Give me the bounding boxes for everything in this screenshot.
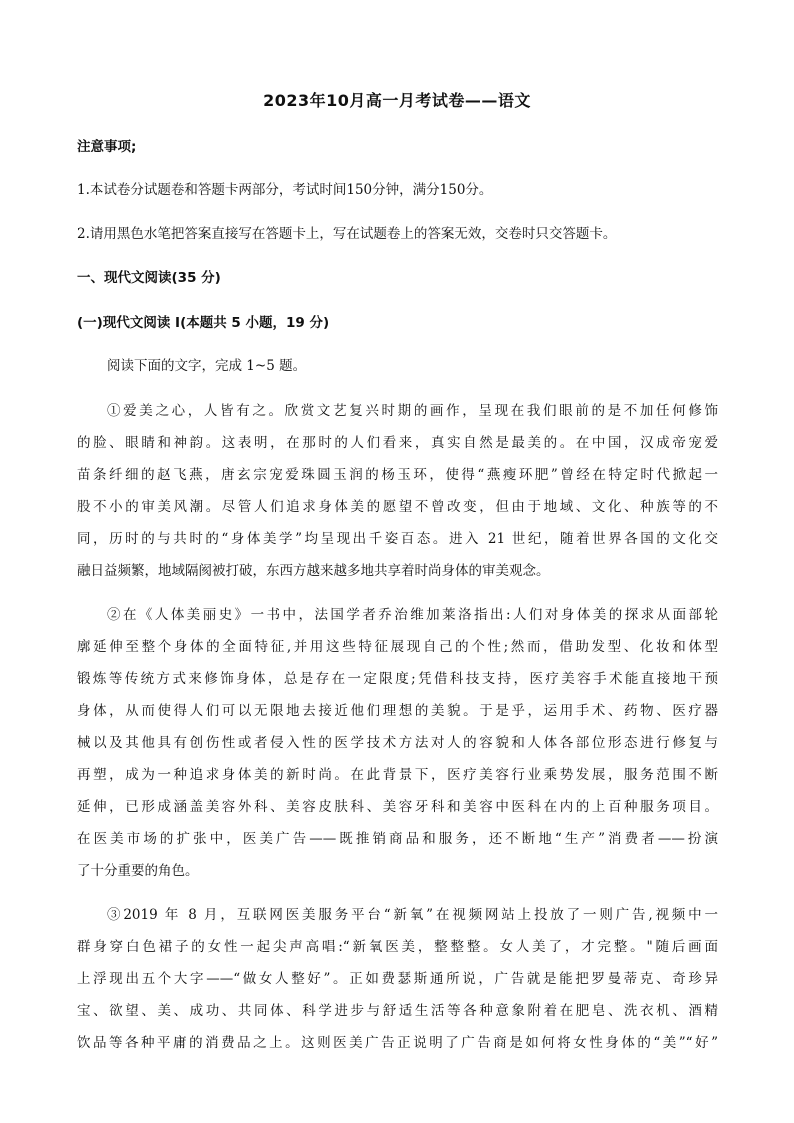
paragraph-line: ③2019 年 8 月，互联网医美服务平台“新氧”在视频网站上投放了一则广告,视频中一 [107, 907, 718, 923]
paragraph-line: 锻炼等传统方式来修饰身体，总是存在一定限度;凭借科技支持，医疗美容手术能直接地干预 [77, 671, 718, 687]
reading-instruction: 阅读下面的文字，完成 1~5 题。 [107, 358, 307, 374]
notice-heading: 注意事项; [77, 139, 137, 155]
paragraph-line: 再塑，成为一种追求身体美的新时尚。在此背景下，医疗美容行业乘势发展，服务范围不断 [77, 767, 718, 783]
paragraph-line: 苗条纤细的赵飞燕，唐玄宗宠爱珠圆玉润的杨玉环，使得“燕瘦环肥”曾经在特定时代掀起一 [77, 467, 718, 483]
paragraph-line: 宝、欲望、美、成功、共同体、科学进步与舒适生活等各种意象附着在肥皂、洗衣机、酒精 [77, 1003, 718, 1019]
subsection-heading: (一)现代文阅读 I(本题共 5 小题，19 分) [77, 315, 330, 331]
section-heading: 一、现代文阅读(35 分) [77, 270, 221, 286]
paragraph-line: 延伸，已形成涵盖美容外科、美容皮肤科、美容牙科和美容中医科在内的上百种服务项目。 [77, 799, 718, 815]
paragraph-line: 饮品等各种平庸的消费品之上。这则医美广告正说明了广告商是如何将女性身体的“美”“好” [77, 1035, 718, 1051]
paragraph-line: 的脸、眼睛和神韵。这表明，在那时的人们看来，真实自然是最美的。在中国，汉成帝宠爱 [77, 435, 718, 451]
paragraph-line: ②在《人体美丽史》一书中，法国学者乔治维加莱洛指出:人们对身体美的探求从面部轮 [107, 607, 718, 623]
paragraph-line: 融日益频繁，地域隔阂被打破，东西方越来越多地共享着时尚身体的审美观念。 [77, 563, 550, 579]
exam-title: 2023年10月高一月考试卷——语文 [263, 91, 531, 110]
notice-item-2: 2.请用黑色水笔把答案直接写在答题卡上，写在试题卷上的答案无效，交卷时只交答题卡。 [77, 226, 617, 242]
paragraph-line: 同，历时的与共时的“身体美学”均呈现出千姿百态。进入 21 世纪，随着世界各国的文化交 [77, 531, 718, 547]
paragraph-line: 股不小的审美风潮。尽管人们追求身体美的愿望不曾改变，但由于地域、文化、种族等的不 [77, 499, 718, 515]
paragraph-line: ①爱美之心，人皆有之。欣赏文艺复兴时期的画作，呈现在我们眼前的是不加任何修饰 [107, 403, 718, 419]
paragraph-line: 了十分重要的角色。 [77, 863, 199, 879]
paragraph-line: 械以及其他具有创伤性或者侵入性的医学技术方法对人的容貌和人体各部位形态进行修复与 [77, 735, 718, 751]
notice-item-1: 1.本试卷分试题卷和答题卡两部分，考试时间150分钟，满分150分。 [77, 182, 493, 198]
paragraph-line: 群身穿白色裙子的女性一起尖声高唱:“新氧医美，整整整。女人美了，才完整。"随后画面 [77, 939, 718, 955]
paragraph-line: 在医美市场的扩张中，医美广告——既推销商品和服务，还不断地“生产”消费者——扮演 [77, 831, 718, 847]
paragraph-line: 身体，从而使得人们可以无限地去接近他们理想的美貌。于是乎，运用手术、药物、医疗器 [77, 703, 718, 719]
paragraph-line: 廓延伸至整个身体的全面特征,并用这些特征展现自己的个性;然而，借助发型、化妆和体型 [77, 639, 718, 655]
paragraph-line: 上浮现出五个大字——“做女人整好”。正如费瑟斯通所说，广告就是能把罗曼蒂克、奇珍异 [77, 971, 718, 987]
